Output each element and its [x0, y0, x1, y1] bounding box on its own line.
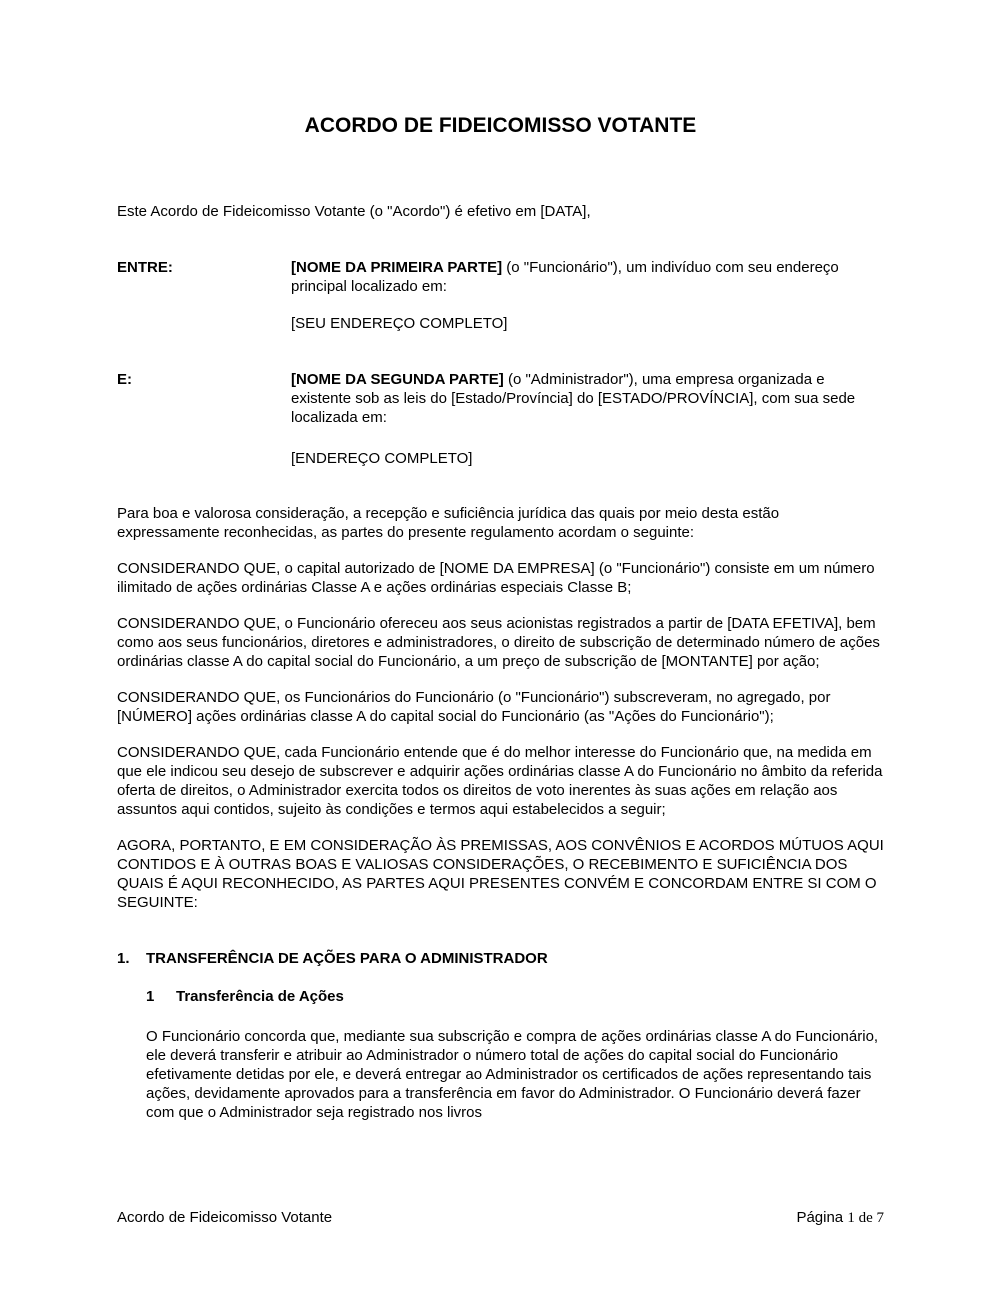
section-1-number: 1.	[117, 950, 130, 967]
party-rest-first: (o "Funcionário"), um indivíduo com seu endereço principal localizado em:	[291, 259, 839, 295]
footer-page-indicator	[796, 1208, 884, 1228]
whereas-paragraph-4: CONSIDERANDO QUE, cada Funcionário entende que é do melhor interesse do Funcionário que, na medida em que ele indicou seu desejo de subscrever e adquirir ações ordinárias classe A do Funcionário no âmbito da referida oferta de direitos, o Administrador exercita todos os direitos de voto inerentes às suas ações em relação aos assuntos aqui contidos, sujeito às condições e termos aqui estabelecidos a seguir;	[117, 744, 883, 818]
party-label-entre: ENTRE:	[117, 259, 173, 276]
party-description-second	[291, 370, 884, 427]
footer-page-label: Página	[796, 1209, 844, 1226]
party-rest-second: (o "Administrador"), uma empresa organizada e existente sob as leis do [Estado/Província] do [ESTADO/PROVÍNCIA], com sua sede localizada em:	[291, 371, 856, 426]
now-therefore-paragraph: AGORA, PORTANTO, E EM CONSIDERAÇÃO ÀS PREMISSAS, AOS CONVÊNIOS E ACORDOS MÚTUOS AQUI CONTIDOS E À OUTRAS BOAS E VALIOSAS CONSIDERAÇÕES, O RECEBIMENTO E SUFICIÊNCIA DOS QUAIS É AQUI RECONHECIDO, AS PARTES AQUI PRESENTES CONVÉM E CONCORDAM ENTRE SI COM O SEGUINTE:	[117, 837, 884, 911]
intro-paragraph: Este Acordo de Fideicomisso Votante (o "Acordo") é efetivo em [DATA],	[117, 203, 591, 220]
subsection-1-title: Transferência de Ações	[176, 988, 344, 1005]
party-row-entre	[117, 258, 884, 296]
party-label-e: E:	[117, 371, 132, 388]
section-1-body: O Funcionário concorda que, mediante sua subscrição e compra de ações ordinárias classe A do Funcionário, ele deverá transferir e atribuir ao Administrador o número total de ações do capital social do Funcionário efetivamente detidas por ele, e deverá entregar ao Administrador os certificados de ações representando tais ações, devidamente aprovados para a transferência em favor do Administrador. O Funcionário deverá fazer com que o Administrador seja registrado nos livros	[146, 1028, 879, 1121]
party-address-second: [ENDEREÇO COMPLETO]	[291, 450, 473, 467]
document-title: ACORDO DE FIDEICOMISSO VOTANTE	[304, 114, 697, 137]
consideration-paragraph: Para boa e valorosa consideração, a recepção e suficiência jurídica das quais por meio desta estão expressamente reconhecidas, as partes do presente regulamento acordam o seguinte:	[117, 505, 780, 541]
whereas-paragraph-1: CONSIDERANDO QUE, o capital autorizado de [NOME DA EMPRESA] (o "Funcionário") consiste em um número ilimitado de ações ordinárias Classe A e ações ordinárias especiais Classe B;	[117, 560, 875, 596]
party-name-second: [NOME DA SEGUNDA PARTE]	[291, 371, 504, 388]
section-1-title: TRANSFERÊNCIA DE AÇÕES PARA O ADMINISTRADOR	[146, 950, 548, 967]
party-row-e	[117, 370, 884, 427]
page-footer	[117, 1208, 884, 1228]
footer-document-name: Acordo de Fideicomisso Votante	[117, 1209, 333, 1226]
whereas-paragraph-2: CONSIDERANDO QUE, o Funcionário ofereceu aos seus acionistas registrados a partir de [DATA EFETIVA], bem como aos seus funcionários, diretores e administradores, o direito de subscrição de determinado número de ações ordinárias classe A do capital social do Funcionário, a um preço de subscrição de [MONTANTE] por ação;	[117, 615, 880, 670]
subsection-1-number: 1	[146, 988, 155, 1005]
party-address-first: [SEU ENDEREÇO COMPLETO]	[291, 315, 508, 332]
whereas-paragraph-3: CONSIDERANDO QUE, os Funcionários do Funcionário (o "Funcionário") subscreveram, no agregado, por [NÚMERO] ações ordinárias classe A do capital social do Funcionário (as "Ações do Funcionário");	[117, 689, 831, 725]
footer-page-number: 1 de 7	[847, 1210, 884, 1226]
subsection-1-heading	[146, 987, 884, 1006]
party-description-first	[291, 258, 884, 296]
section-1-heading	[117, 949, 884, 968]
party-name-first: [NOME DA PRIMEIRA PARTE]	[291, 259, 503, 276]
